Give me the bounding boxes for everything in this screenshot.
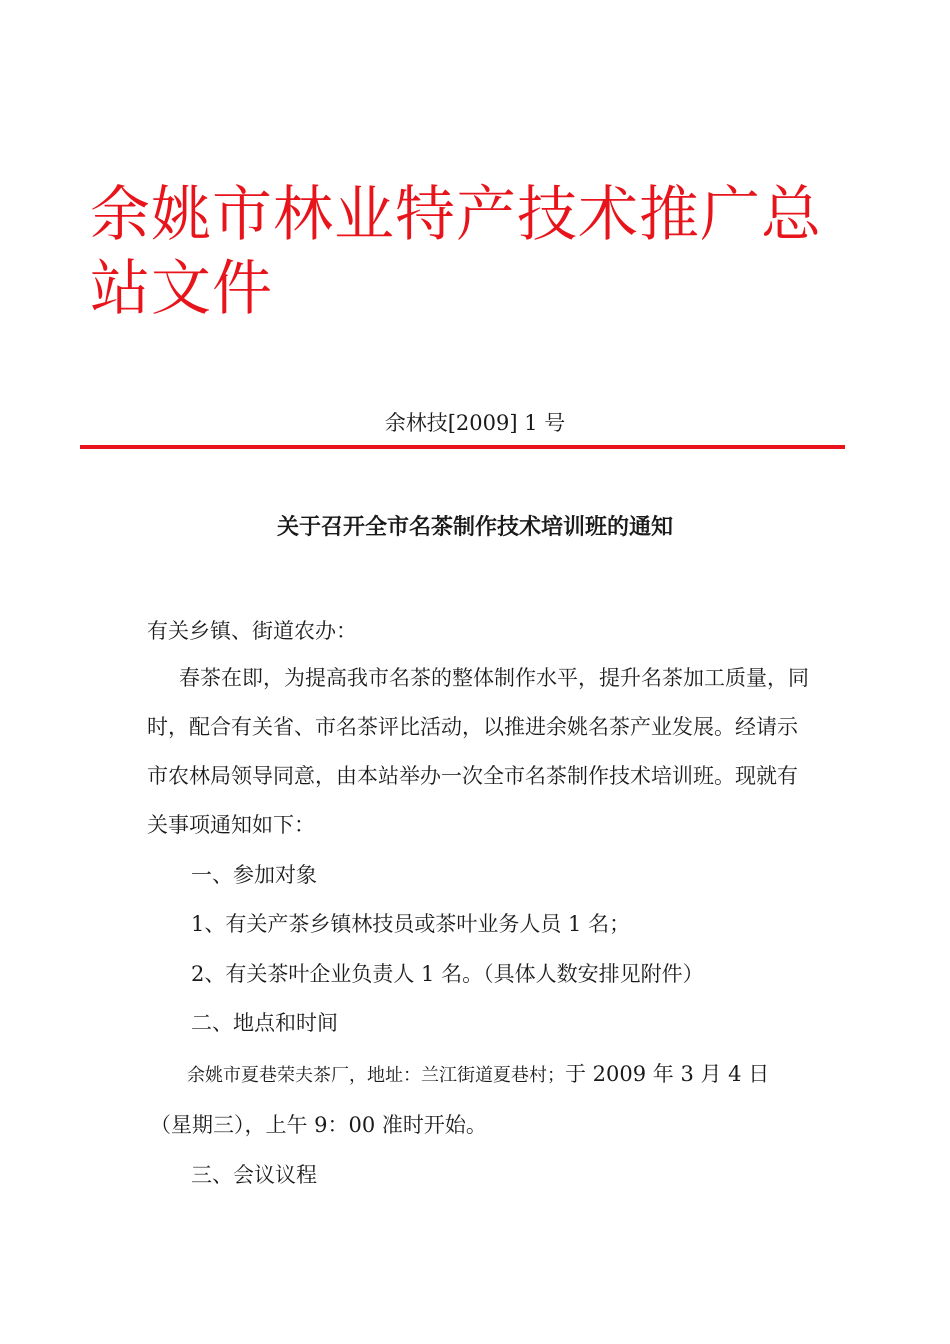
salutation: 有关乡镇、街道农办： bbox=[147, 619, 357, 643]
list-item: 1、有关产茶乡镇林技员或茶叶业务人员 1 名； bbox=[191, 912, 631, 936]
venue-address: 余姚市夏巷荣夫茶厂，地址：兰江街道夏巷村； bbox=[187, 1065, 565, 1086]
notice-title: 关于召开全市名茶制作技术培训班的通知 bbox=[276, 515, 673, 540]
section-heading-agenda: 三、会议议程 bbox=[191, 1163, 317, 1187]
document-header-title: 余姚市林业特产技术推广总站文件 bbox=[90, 180, 822, 324]
list-item: 2、有关茶叶企业负责人 1 名。（具体人数安排见附件） bbox=[191, 962, 704, 986]
paragraph-intro: 春茶在即，为提高我市名茶的整体制作水平，提升名茶加工质量，同时，配合有关省、市名茶评比活动，以推进余姚名茶产业发展。经请示市农林局领导同意，由本站举办一次全市名茶制作技术培训班。现就有关事项通知如下： bbox=[147, 666, 809, 837]
section-heading-venue-time: 二、地点和时间 bbox=[191, 1011, 338, 1035]
document-number: 余林技[2009] 1 号 bbox=[384, 411, 566, 435]
header-divider bbox=[80, 445, 845, 449]
venue-line bbox=[187, 1050, 807, 1100]
venue-time: （星期三），上午 9：00 准时开始。 bbox=[150, 1113, 487, 1137]
venue-date: 于 2009 年 3 月 4 日 bbox=[565, 1062, 770, 1086]
section-heading-participants: 一、参加对象 bbox=[191, 863, 317, 887]
